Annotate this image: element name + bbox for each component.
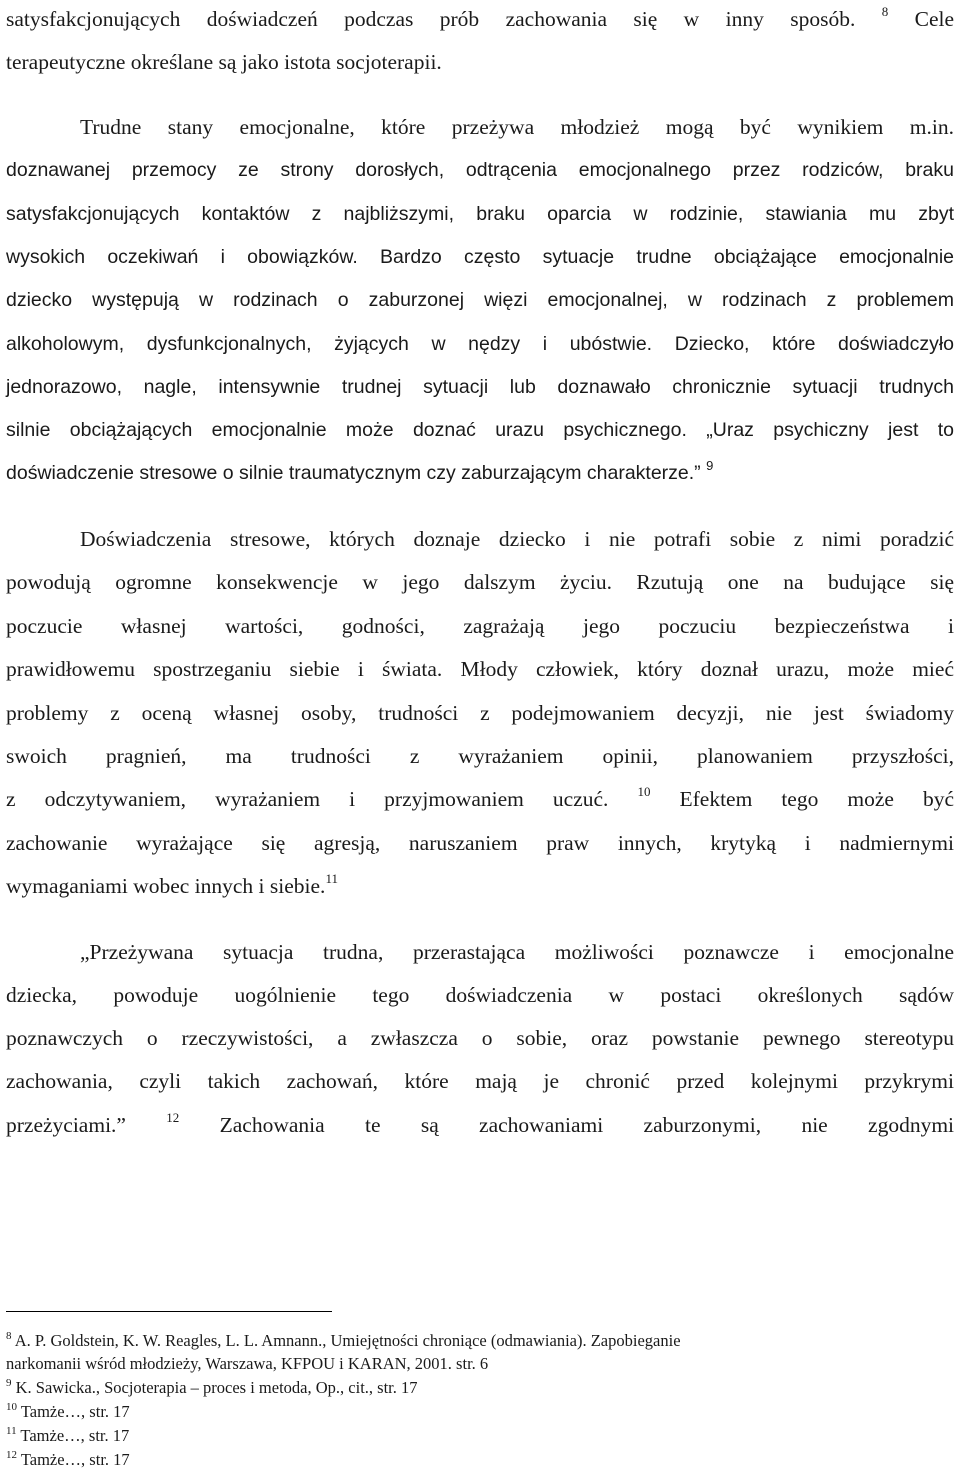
body-line-12	[80, 524, 954, 554]
text-run: zachowanie wyrażające się agresją, naruszaniem praw innych, krytyką i nadmiernymi	[6, 831, 954, 855]
text-run: „Przeżywana sytuacja trudna, przerastająca możliwości poznawcze i emocjonalne	[80, 940, 954, 964]
footnote-ref-11: 11	[325, 870, 338, 886]
footnote-text: A. P. Goldstein, K. W. Reagles, L. L. Amnann., Umiejętności chroniące (odmawiania). Zapobieganie	[14, 1331, 681, 1350]
body-line-21	[80, 937, 954, 967]
body-line-2	[6, 47, 954, 77]
text-run: Trudne stany emocjonalne, które przeżywa młodzież mogą być wynikiem m.in.	[80, 115, 954, 139]
text-run: poznawczych o rzeczywistości, a zwłaszcza o sobie, oraz powstanie pewnego stereotypu	[6, 1026, 954, 1050]
body-line-25	[6, 1110, 954, 1140]
text-run: satysfakcjonujących kontaktów z najbliższymi, braku oparcia w rodzinie, stawiania mu zbyt	[6, 203, 954, 225]
text-run: Efektem tego może być	[679, 787, 955, 811]
text-run: zachowania, czyli takich zachowań, które mają je chronić przed kolejnymi przykrymi	[6, 1069, 954, 1093]
text-run: dziecka, powoduje uogólnienie tego doświadczenia w postaci określonych sądów	[6, 983, 954, 1007]
body-line-9	[6, 372, 954, 402]
body-line-14	[6, 611, 954, 641]
text-run: Doświadczenia stresowe, których doznaje dziecko i nie potrafi sobie z nimi poradzić	[80, 527, 954, 551]
text-run: swoich pragnień, ma trudności z wyrażaniem opinii, planowaniem przyszłości,	[6, 744, 954, 768]
text-run: powodują ogromne konsekwencje w jego dalszym życiu. Rzutują one na budujące się	[6, 570, 954, 594]
body-line-5	[6, 199, 954, 229]
footnote-10	[6, 1401, 130, 1423]
body-line-8	[6, 329, 954, 359]
body-line-16	[6, 698, 954, 728]
text-run: prawidłowemu spostrzeganiu siebie i świata. Młody człowiek, który doznał urazu, może mieć	[6, 657, 954, 681]
footnote-number: 12	[6, 1448, 17, 1461]
body-line-4	[6, 155, 954, 185]
body-line-6	[6, 242, 954, 272]
footnote-ref-12: 12	[166, 1109, 180, 1125]
footnote-number: 8	[6, 1329, 12, 1342]
footnote-text: K. Sawicka., Socjoterapia – proces i metoda, Op., cit., str. 17	[15, 1378, 418, 1397]
text-run: satysfakcjonujących doświadczeń podczas prób zachowania się w inny sposób.	[6, 7, 856, 31]
text-run: z odczytywaniem, wyrażaniem i przyjmowaniem uczuć.	[6, 787, 609, 811]
text-run: wymaganiami wobec innych i siebie.	[6, 874, 326, 898]
body-line-19	[6, 828, 954, 858]
body-line-10	[6, 415, 954, 445]
footnote-text: Tamże…, str. 17	[20, 1450, 130, 1469]
footnote-text: Tamże…, str. 17	[20, 1402, 130, 1421]
footnote-separator	[6, 1311, 332, 1312]
footnote-11	[6, 1425, 129, 1447]
text-run: dziecko występują w rodzinach o zaburzonej więzi emocjonalnej, w rodzinach z problemem	[6, 289, 954, 311]
footnote-text: narkomanii wśród młodzieży, Warszawa, KFPOU i KARAN, 2001. str. 6	[6, 1354, 489, 1373]
text-run: poczucie własnej wartości, godności, zagrażają jego poczuciu bezpieczeństwa i	[6, 614, 954, 638]
text-run: wysokich oczekiwań i obowiązków. Bardzo często sytuacje trudne obciążające emocjonalnie	[6, 246, 954, 268]
text-run: alkoholowym, dysfunkcjonalnych, żyjących w nędzy i ubóstwie. Dziecko, które doświadczyło	[6, 333, 954, 355]
body-line-15	[6, 654, 954, 684]
body-line-11	[6, 458, 954, 488]
body-line-17	[6, 741, 954, 771]
body-line-3	[80, 112, 954, 142]
body-line-1	[6, 4, 954, 34]
text-run: problemy z oceną własnej osoby, trudności z podejmowaniem decyzji, nie jest świadomy	[6, 701, 954, 725]
text-run: doznawanej przemocy ze strony dorosłych, odtrącenia emocjonalnego przez rodziców, braku	[6, 159, 954, 181]
body-line-20	[6, 871, 954, 901]
text-run: terapeutyczne określane są jako istota socjoterapii.	[6, 50, 442, 74]
footnote-12	[6, 1449, 130, 1471]
text-run: przeżyciami.”	[6, 1113, 126, 1137]
body-line-18	[6, 784, 954, 814]
body-line-22	[6, 980, 954, 1010]
footnote-ref-9: 9	[706, 457, 714, 473]
text-run: silnie obciążających emocjonalnie może doznać urazu psychicznego. „Uraz psychiczny jest to	[6, 419, 954, 441]
footnote-ref-10: 10	[637, 783, 651, 799]
body-line-7	[6, 285, 954, 315]
text-run: Cele	[914, 7, 955, 31]
body-line-23	[6, 1023, 954, 1053]
footnote-8	[6, 1330, 681, 1352]
text-run: Zachowania te są zachowaniami zaburzonymi, nie zgodnymi	[219, 1113, 955, 1137]
text-run: jednorazowo, nagle, intensywnie trudnej sytuacji lub doznawało chronicznie sytuacji trudnych	[6, 376, 954, 398]
footnote-9	[6, 1377, 418, 1399]
footnote-number: 9	[6, 1376, 12, 1389]
body-line-13	[6, 567, 954, 597]
footnote-ref-8: 8	[881, 3, 889, 19]
body-line-24	[6, 1066, 954, 1096]
text-run: doświadczenie stresowe o silnie traumatycznym czy zaburzającym charakterze.”	[6, 462, 701, 484]
footnote-text: Tamże…, str. 17	[20, 1426, 130, 1445]
footnote-number: 11	[6, 1424, 17, 1437]
footnote-8-continued	[6, 1353, 488, 1375]
footnote-number: 10	[6, 1400, 17, 1413]
